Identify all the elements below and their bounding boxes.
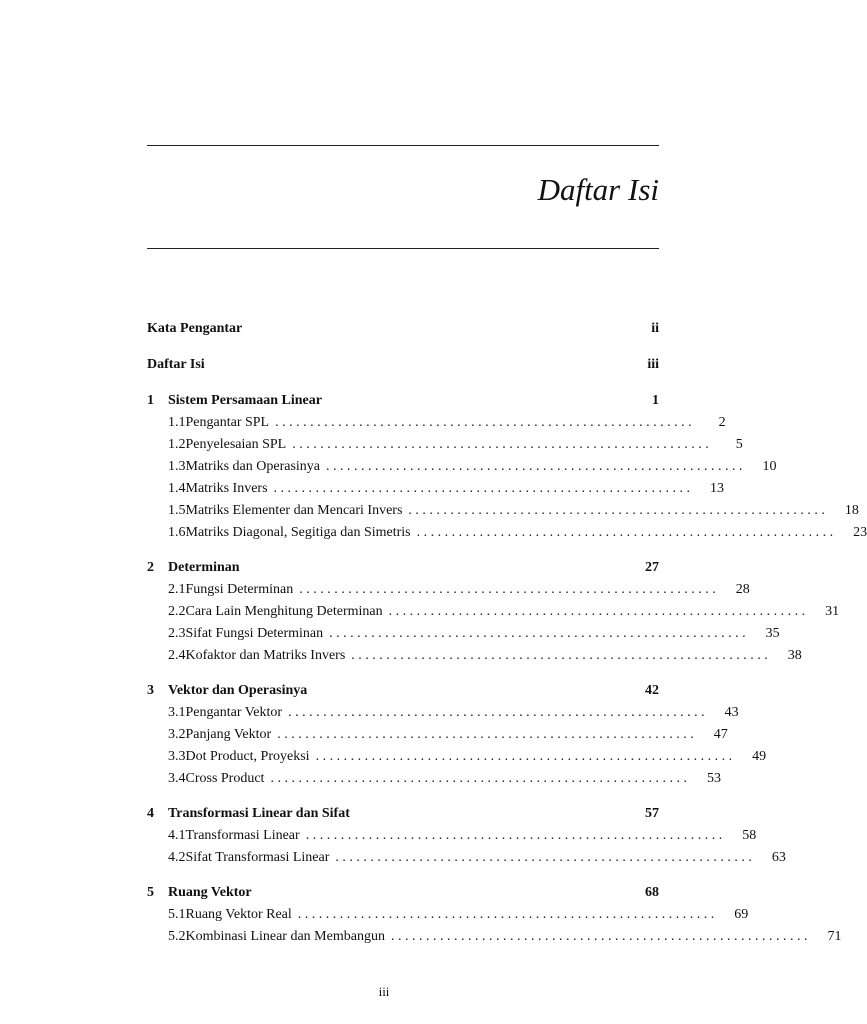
dot-leader: . . . . . . . . . . . . . . . . . . . . . . . . . . . . . . . . . . . . . . . . . . . . . . . . . . . . . . . . . . . . xyxy=(305,828,723,843)
toc-section-entry[interactable] xyxy=(147,768,721,790)
toc-chapter-page: 68 xyxy=(645,885,659,900)
toc-section-page: 47 xyxy=(713,727,728,742)
toc-section-number: 5.1 xyxy=(168,907,186,922)
toc-section-number: 3.3 xyxy=(168,749,186,764)
toc-section-number: 5.2 xyxy=(168,929,186,944)
toc-section-number: 1.4 xyxy=(168,481,186,496)
toc-chapter-block xyxy=(147,882,842,948)
toc-section-number: 1.1 xyxy=(168,415,186,430)
toc-section-entry[interactable] xyxy=(147,645,802,667)
toc-chapter-entry[interactable] xyxy=(147,557,659,579)
dot-leader: . . . . . . . . . . . . . . . . . . . . . . . . . . . . . . . . . . . . . . . . . . . . . . . . . . . . . . . . . . . . xyxy=(288,705,705,720)
toc-section-label: Transformasi Linear xyxy=(185,828,300,843)
toc-section-page: 69 xyxy=(734,907,749,922)
toc-section-number: 2.1 xyxy=(168,582,186,597)
toc-section-number: 2.3 xyxy=(168,626,186,641)
toc-chapter-entry[interactable] xyxy=(147,680,659,702)
toc-chapter-entry[interactable] xyxy=(147,882,659,904)
toc-section-label: Dot Product, Proyeksi xyxy=(185,749,310,764)
toc-section-label: Pengantar Vektor xyxy=(185,705,283,720)
toc-section-label: Matriks dan Operasinya xyxy=(185,459,321,474)
toc-section-label: Fungsi Determinan xyxy=(185,582,294,597)
page-title: Daftar Isi xyxy=(537,172,659,207)
toc-front-entry[interactable] xyxy=(147,318,659,340)
dot-leader: . . . . . . . . . . . . . . . . . . . . . . . . . . . . . . . . . . . . . . . . . . . . . . . . . . . . . . . . . . . . xyxy=(270,771,687,786)
top-rule xyxy=(147,145,659,146)
toc-section-entry[interactable] xyxy=(147,623,780,645)
toc-section-label: Matriks Diagonal, Segitiga dan Simetris xyxy=(185,525,411,540)
toc-chapter-page: 42 xyxy=(645,683,659,698)
dot-leader: . . . . . . . . . . . . . . . . . . . . . . . . . . . . . . . . . . . . . . . . . . . . . . . . . . . . . . . . . . . . xyxy=(329,626,746,641)
toc-section-entry[interactable] xyxy=(147,434,743,456)
toc-section-page: 43 xyxy=(724,705,739,720)
toc-section-number: 1.5 xyxy=(168,503,186,518)
toc-chapter-block xyxy=(147,803,786,869)
dot-leader: . . . . . . . . . . . . . . . . . . . . . . . . . . . . . . . . . . . . . . . . . . . . . . . . . . . . . . . . . . . . xyxy=(326,459,743,474)
toc-section-number: 2.4 xyxy=(168,648,186,663)
dot-leader: . . . . . . . . . . . . . . . . . . . . . . . . . . . . . . . . . . . . . . . . . . . . . . . . . . . . . . . . . . . . xyxy=(315,749,733,764)
toc-section-entry[interactable] xyxy=(147,601,840,623)
toc-section-label: Sifat Transformasi Linear xyxy=(185,850,330,865)
toc-section-page: 35 xyxy=(765,626,780,641)
toc-entry-page: iii xyxy=(647,357,659,372)
toc-section-label: Panjang Vektor xyxy=(185,727,272,742)
toc-section-page: 28 xyxy=(735,582,750,597)
toc-section-entry[interactable] xyxy=(147,847,786,869)
toc-section-number: 3.1 xyxy=(168,705,186,720)
bottom-rule xyxy=(147,248,659,249)
toc-section-page: 38 xyxy=(787,648,802,663)
toc-section-entry[interactable] xyxy=(147,579,750,601)
table-of-contents xyxy=(147,318,867,961)
toc-chapter-block xyxy=(147,557,840,667)
toc-section-page: 2 xyxy=(718,415,726,430)
dot-leader: . . . . . . . . . . . . . . . . . . . . . . . . . . . . . . . . . . . . . . . . . . . . . . . . . . . . . . . . . . . . xyxy=(388,604,806,619)
toc-section-number: 4.2 xyxy=(168,850,186,865)
toc-section-page: 23 xyxy=(853,525,867,540)
toc-chapter-label: Determinan xyxy=(168,560,240,575)
toc-section-entry[interactable] xyxy=(147,724,728,746)
toc-chapter-entry[interactable] xyxy=(147,390,659,412)
toc-entry-page: ii xyxy=(651,321,659,336)
toc-chapter-label: Ruang Vektor xyxy=(168,885,252,900)
toc-section-entry[interactable] xyxy=(147,500,859,522)
toc-section-page: 31 xyxy=(825,604,840,619)
toc-chapter-page: 27 xyxy=(645,560,659,575)
toc-chapter-block xyxy=(147,390,867,544)
toc-section-number: 1.2 xyxy=(168,437,186,452)
toc-section-label: Kofaktor dan Matriks Invers xyxy=(185,648,346,663)
toc-section-number: 1.6 xyxy=(168,525,186,540)
toc-section-entry[interactable] xyxy=(147,478,725,500)
toc-section-page: 5 xyxy=(735,437,743,452)
toc-section-label: Sifat Fungsi Determinan xyxy=(185,626,324,641)
toc-section-label: Cross Product xyxy=(185,771,265,786)
toc-chapter-number: 2 xyxy=(147,560,154,575)
toc-section-entry[interactable] xyxy=(147,412,726,434)
toc-section-label: Matriks Elementer dan Mencari Invers xyxy=(185,503,403,518)
dot-leader: . . . . . . . . . . . . . . . . . . . . . . . . . . . . . . . . . . . . . . . . . . . . . . . . . . . . . . . . . . . . xyxy=(273,481,691,496)
toc-section-entry[interactable] xyxy=(147,904,749,926)
toc-section-number: 2.2 xyxy=(168,604,186,619)
toc-chapter-number: 4 xyxy=(147,806,154,821)
toc-entry-label: Kata Pengantar xyxy=(147,321,243,336)
dot-leader: . . . . . . . . . . . . . . . . . . . . . . . . . . . . . . . . . . . . . . . . . . . . . . . . . . . . . . . . . . . . xyxy=(277,727,694,742)
toc-chapter-page: 1 xyxy=(652,393,659,408)
dot-leader: . . . . . . . . . . . . . . . . . . . . . . . . . . . . . . . . . . . . . . . . . . . . . . . . . . . . . . . . . . . . xyxy=(297,907,715,922)
toc-section-page: 10 xyxy=(762,459,777,474)
dot-leader: . . . . . . . . . . . . . . . . . . . . . . . . . . . . . . . . . . . . . . . . . . . . . . . . . . . . . . . . . . . . xyxy=(390,929,808,944)
toc-chapter-block xyxy=(147,680,767,790)
toc-section-label: Pengantar SPL xyxy=(185,415,270,430)
toc-section-entry[interactable] xyxy=(147,926,842,948)
dot-leader: . . . . . . . . . . . . . . . . . . . . . . . . . . . . . . . . . . . . . . . . . . . . . . . . . . . . . . . . . . . . xyxy=(275,415,692,430)
toc-chapter-page: 57 xyxy=(645,806,659,821)
dot-leader: . . . . . . . . . . . . . . . . . . . . . . . . . . . . . . . . . . . . . . . . . . . . . . . . . . . . . . . . . . . . xyxy=(292,437,709,452)
toc-section-page: 49 xyxy=(752,749,767,764)
toc-section-label: Matriks Invers xyxy=(185,481,268,496)
toc-section-page: 18 xyxy=(844,503,859,518)
toc-section-page: 71 xyxy=(827,929,842,944)
toc-section-entry[interactable] xyxy=(147,825,757,847)
dot-leader: . . . . . . . . . . . . . . . . . . . . . . . . . . . . . . . . . . . . . . . . . . . . . . . . . . . . . . . . . . . . xyxy=(416,525,834,540)
toc-section-label: Kombinasi Linear dan Membangun xyxy=(185,929,385,944)
toc-section-label: Ruang Vektor Real xyxy=(185,907,292,922)
toc-section-label: Cara Lain Menghitung Determinan xyxy=(185,604,383,619)
footer-page-number: iii xyxy=(378,984,390,999)
toc-section-entry[interactable] xyxy=(147,522,867,544)
toc-section-page: 53 xyxy=(706,771,721,786)
toc-section-page: 58 xyxy=(742,828,757,843)
toc-chapter-label: Vektor dan Operasinya xyxy=(168,683,308,698)
toc-section-entry[interactable] xyxy=(147,456,777,478)
dot-leader: . . . . . . . . . . . . . . . . . . . . . . . . . . . . . . . . . . . . . . . . . . . . . . . . . . . . . . . . . . . . xyxy=(408,503,825,518)
toc-section-number: 1.3 xyxy=(168,459,186,474)
toc-section-entry[interactable] xyxy=(147,746,767,768)
dot-leader: . . . . . . . . . . . . . . . . . . . . . . . . . . . . . . . . . . . . . . . . . . . . . . . . . . . . . . . . . . . . xyxy=(299,582,716,597)
toc-chapter-number: 1 xyxy=(147,393,154,408)
toc-front-entry[interactable] xyxy=(147,354,659,376)
toc-section-number: 3.2 xyxy=(168,727,186,742)
toc-chapter-label: Sistem Persamaan Linear xyxy=(168,393,322,408)
toc-entry-label: Daftar Isi xyxy=(147,357,205,372)
dot-leader: . . . . . . . . . . . . . . . . . . . . . . . . . . . . . . . . . . . . . . . . . . . . . . . . . . . . . . . . . . . . xyxy=(335,850,752,865)
toc-chapter-entry[interactable] xyxy=(147,803,659,825)
dot-leader: . . . . . . . . . . . . . . . . . . . . . . . . . . . . . . . . . . . . . . . . . . . . . . . . . . . . . . . . . . . . xyxy=(351,648,768,663)
toc-section-label: Penyelesaian SPL xyxy=(185,437,287,452)
toc-section-number: 3.4 xyxy=(168,771,186,786)
toc-chapter-label: Transformasi Linear dan Sifat xyxy=(168,806,350,821)
toc-section-number: 4.1 xyxy=(168,828,186,843)
toc-chapter-number: 5 xyxy=(147,885,154,900)
toc-section-page: 13 xyxy=(710,481,725,496)
toc-section-page: 63 xyxy=(771,850,786,865)
toc-chapter-number: 3 xyxy=(147,683,154,698)
toc-section-entry[interactable] xyxy=(147,702,739,724)
